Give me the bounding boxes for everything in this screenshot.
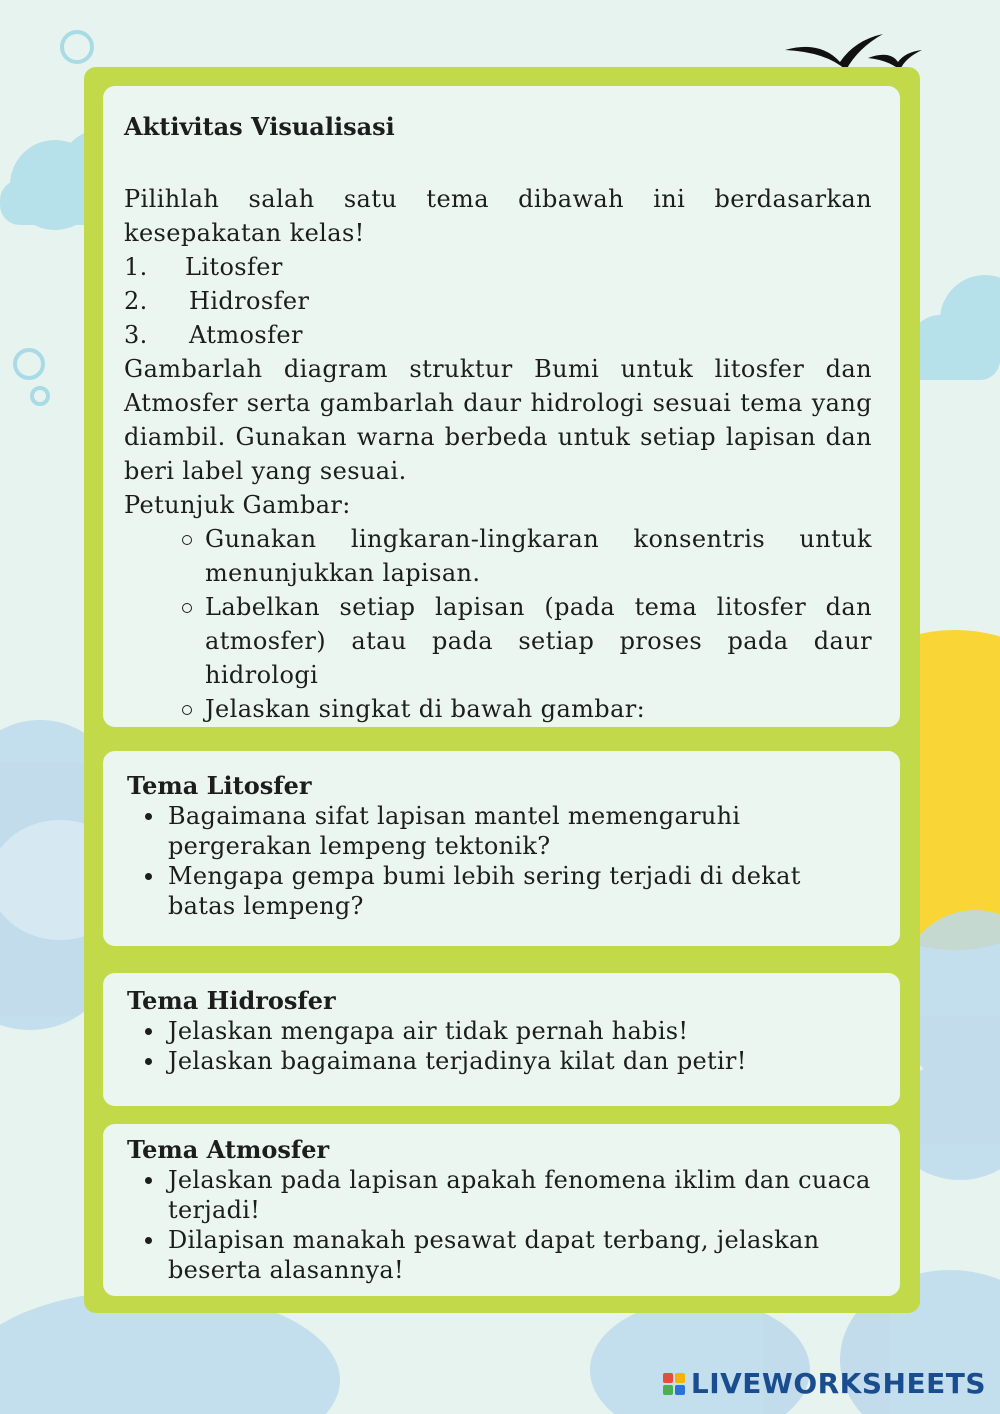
circle-bullet-icon [182,603,192,613]
circle-bullet-icon [182,705,192,715]
dot-bullet-icon [145,1177,152,1184]
question-item: Mengapa gempa bumi lebih sering terjadi di dekat batas lempeng? [143,861,872,921]
liveworksheets-logo-icon [663,1373,685,1395]
question-list [127,1165,872,1285]
hint-item: Labelkan setiap lapisan (pada tema litosfer dan atmosfer) atau pada setiap proses pada daur hidrologi [182,590,872,692]
dot-bullet-icon [145,813,152,820]
activity-card [103,86,900,727]
theme-option-number: 1. [124,253,148,281]
theme-option [124,318,872,352]
liveworksheets-watermark[interactable] [663,1367,986,1400]
activity-intro: Pilihlah salah satu tema dibawah ini berdasarkan kesepakatan kelas! [124,185,872,247]
theme-card-atmosfer [103,1124,900,1296]
theme-option-number: 3. [124,321,148,349]
question-item: Bagaimana sifat lapisan mantel memengaruhi pergerakan lempeng tektonik? [143,801,872,861]
dot-bullet-icon [145,873,152,880]
theme-title: Tema Atmosfer [127,1135,330,1164]
theme-option [124,284,872,318]
hint-list [124,522,872,726]
dot-bullet-icon [145,1237,152,1244]
bubble-decoration [30,386,50,406]
hint-item: Jelaskan singkat di bawah gambar: [182,692,872,726]
activity-title: Aktivitas Visualisasi [124,112,395,141]
theme-options-list [124,250,872,352]
theme-option-label: Hidrosfer [189,287,310,315]
theme-option-label: Litosfer [185,253,283,281]
theme-card-litosfer [103,751,900,946]
hint-title: Petunjuk Gambar: [124,491,351,519]
theme-option [124,250,872,284]
question-item: Jelaskan bagaimana terjadinya kilat dan petir! [143,1046,872,1076]
theme-option-number: 2. [124,287,148,315]
theme-title: Tema Litosfer [127,771,312,800]
dot-bullet-icon [145,1058,152,1065]
circle-bullet-icon [182,535,192,545]
question-list [127,801,872,921]
watermark-text: LIVEWORKSHEETS [690,1367,986,1400]
question-item: Jelaskan mengapa air tidak pernah habis! [143,1016,872,1046]
activity-instruction: Gambarlah diagram struktur Bumi untuk litosfer dan Atmosfer serta gambarlah daur hidrologi sesuai tema yang diambil. Gunakan warna berbeda untuk setiap lapisan dan beri label yang sesuai. [124,355,872,485]
bubble-decoration [60,30,94,64]
question-item: Dilapisan manakah pesawat dapat terbang, jelaskan beserta alasannya! [143,1225,872,1285]
bubble-decoration [13,348,45,380]
dot-bullet-icon [145,1028,152,1035]
question-list [127,1016,872,1076]
hint-item: Gunakan lingkaran-lingkaran konsentris untuk menunjukkan lapisan. [182,522,872,590]
theme-option-label: Atmosfer [189,321,303,349]
question-item: Jelaskan pada lapisan apakah fenomena iklim dan cuaca terjadi! [143,1165,872,1225]
theme-card-hidrosfer [103,973,900,1106]
theme-title: Tema Hidrosfer [127,986,336,1015]
